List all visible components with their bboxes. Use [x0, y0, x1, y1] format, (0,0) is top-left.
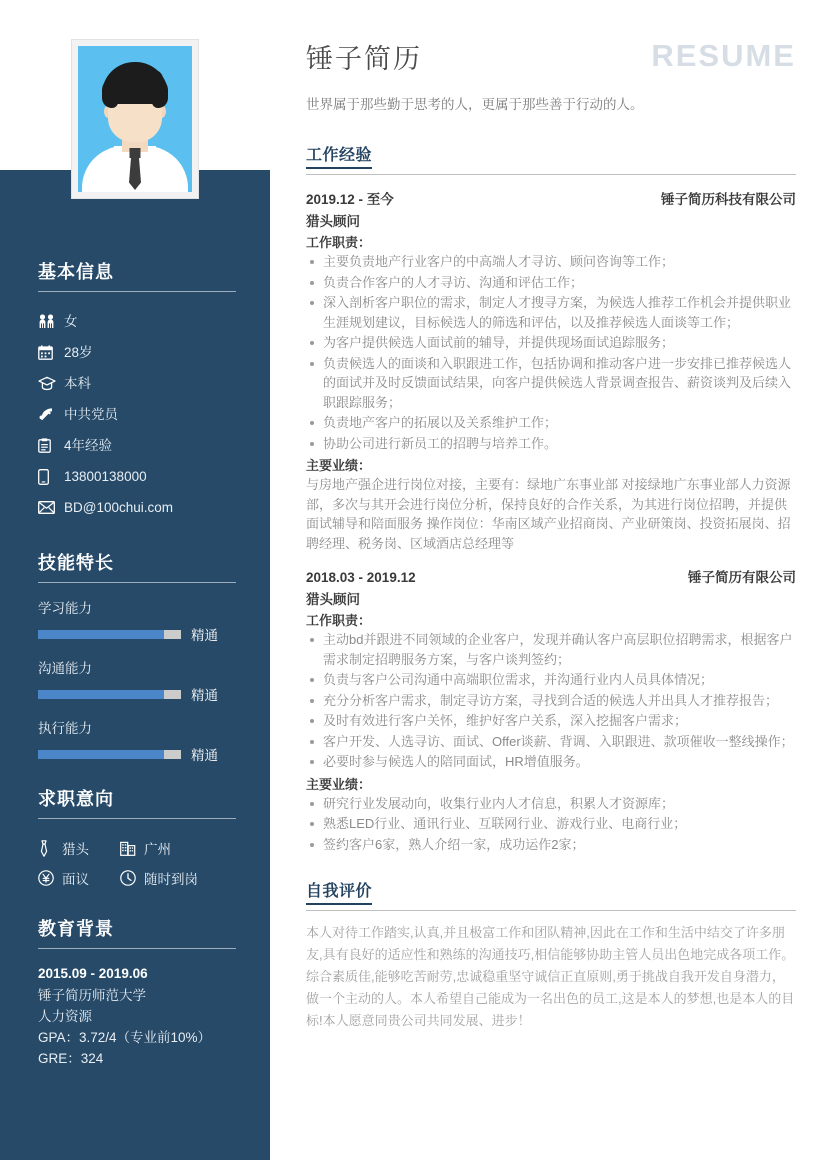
info-value: 28岁 — [64, 344, 93, 360]
job-achievement-text: 与房地产强企进行岗位对接，主要有：绿地广东事业部 对接绿地广东事业部人力资源部，多次与其开会进行岗位分析，保持良好的合作关系，为其进行岗位招聘，并提供面试辅导和陪面服务 操作岗位：华南区域产业招商岗、产业研策岗、投资拓展岗、招聘经理、税务岗、区域酒店总经理等 — [306, 477, 791, 551]
divider — [38, 818, 236, 819]
info-item-phone — [38, 461, 236, 492]
skill-level: 精通 — [191, 748, 218, 763]
education-date: 2015.09 - 2019.06 — [38, 966, 148, 981]
divider — [306, 174, 796, 175]
job-duty-list — [306, 252, 796, 453]
list-item: 主动bd并跟进不同领域的企业客户，发现并确认客户高层职位招聘需求，根据客户需求制定招聘服务方案，与客户谈判签约； — [306, 630, 796, 669]
job-date: 2019.12 - 至今 — [306, 192, 394, 207]
work-experience-section — [306, 142, 796, 854]
list-item: 客户开发、人选寻访、面试、Offer谈薪、背调、入职跟进、款项催收一整线操作； — [306, 732, 796, 752]
list-item: 为客户提供候选人面试前的辅导，并提供现场面试追踪服务； — [306, 333, 796, 353]
skill-bar-fill — [38, 750, 164, 759]
education-school: 锤子简历师范大学 — [38, 988, 146, 1003]
skill-bar — [38, 690, 181, 699]
job-title: 猎头顾问 — [306, 592, 360, 607]
education-section — [38, 915, 236, 1069]
clock-icon — [120, 870, 144, 886]
info-item-experience — [38, 430, 236, 461]
motto-text: 世界属于那些勤于思考的人，更属于那些善于行动的人。 — [306, 97, 644, 112]
skill-item — [38, 597, 236, 644]
intent-value: 随时到岗 — [144, 872, 198, 887]
list-item: 负责地产客户的拓展以及关系维护工作； — [306, 413, 796, 433]
info-item-education — [38, 368, 236, 399]
info-item-email — [38, 492, 236, 523]
building-icon — [120, 840, 144, 856]
job-entry — [306, 188, 796, 553]
education-major: 人力资源 — [38, 1009, 92, 1024]
list-item: 负责与客户公司沟通中高端职位需求，并沟通行业内人员具体情况； — [306, 670, 796, 690]
skill-name: 学习能力 — [38, 601, 92, 616]
job-intention-heading: 求职意向 — [38, 789, 114, 809]
education-gre: GRE：324 — [38, 1051, 104, 1066]
skills-heading: 技能特长 — [38, 553, 114, 573]
job-achievement-label: 主要业绩： — [306, 458, 372, 473]
self-evaluation-section — [306, 878, 796, 1032]
info-value: 中共党员 — [64, 406, 118, 422]
profile-photo — [72, 40, 198, 198]
clipboard-icon — [38, 438, 64, 453]
avatar — [78, 46, 192, 192]
intent-value: 面议 — [62, 872, 89, 887]
skill-name: 执行能力 — [38, 721, 92, 736]
resume-watermark: RESUME — [651, 38, 796, 73]
basic-info-section — [38, 258, 236, 523]
divider — [38, 582, 236, 583]
job-duty-list — [306, 630, 796, 772]
info-item-age — [38, 337, 236, 368]
skill-level: 精通 — [191, 628, 218, 643]
envelope-icon — [38, 501, 64, 514]
education-gpa: GPA：3.72/4（专业前10%） — [38, 1030, 212, 1045]
divider — [306, 910, 796, 911]
graduation-cap-icon — [38, 376, 64, 391]
education-heading: 教育背景 — [38, 919, 114, 939]
hammer-sickle-icon — [38, 407, 64, 422]
divider — [38, 948, 236, 949]
work-experience-heading: 工作经验 — [306, 142, 372, 169]
list-item: 及时有效进行客户关怀，维护好客户关系，深入挖掘客户需求； — [306, 711, 796, 731]
list-item: 熟悉LED行业、通讯行业、互联网行业、游戏行业、电商行业； — [306, 814, 796, 834]
self-evaluation-text: 本人对待工作踏实,认真,并且极富工作和团队精神,因此在工作和生活中结交了许多朋友,具有良好的适应性和熟练的沟通技巧,相信能够协助主管人员出色地完成各项工作。综合素质佳,能够吃苦耐劳,忠诚稳重坚守诚信正直原则,勇于挑战自我开发自身潜力，做一个主动的人。本人希望自己能成为一名出色的员工,这是本人的梦想,也是本人的目标!本人愿意同贵公司共同发展、进步！ — [306, 925, 795, 1028]
job-duty-label: 工作职责： — [306, 613, 372, 628]
list-item: 研究行业发展动向，收集行业内人才信息，积累人才资源库； — [306, 794, 796, 814]
list-item: 深入剖析客户职位的需求，制定人才搜寻方案，为候选人推荐工作机会并提供职业生涯规划建议，目标候选人的筛选和评估，以及推荐候选人面谈等工作； — [306, 293, 796, 332]
skill-item — [38, 717, 236, 764]
list-item: 签约客户6家，熟人介绍一家，成功运作2家； — [306, 835, 796, 855]
yen-circle-icon — [38, 870, 62, 886]
self-evaluation-heading: 自我评价 — [306, 878, 372, 905]
info-item-political-status — [38, 399, 236, 430]
skills-section — [38, 549, 236, 764]
basic-info-heading: 基本信息 — [38, 262, 114, 282]
job-achievement-list — [306, 794, 796, 855]
list-item: 负责候选人的面谈和入职跟进工作，包括协调和推动客户进一步安排已推荐候选人的面试并及时反馈面试结果，向客户提供候选人背景调查报告、薪资谈判及后续入职跟踪服务； — [306, 354, 796, 413]
skill-level: 精通 — [191, 688, 218, 703]
info-value: 女 — [64, 313, 78, 329]
job-title: 猎头顾问 — [306, 214, 360, 229]
necktie-icon — [38, 840, 62, 857]
info-value: 本科 — [64, 375, 91, 391]
intent-item-salary — [38, 868, 120, 888]
info-item-gender — [38, 306, 236, 337]
job-company: 锤子简历科技有限公司 — [661, 192, 796, 207]
divider — [38, 291, 236, 292]
phone-icon — [38, 469, 64, 485]
intent-value: 广州 — [144, 842, 171, 857]
sidebar-content — [0, 170, 270, 1160]
job-duty-label: 工作职责： — [306, 235, 372, 250]
skill-bar-fill — [38, 630, 164, 639]
list-item: 必要时参与候选人的陪同面试，HR增值服务。 — [306, 752, 796, 772]
job-achievement-label: 主要业绩： — [306, 776, 372, 792]
list-item: 协助公司进行新员工的招聘与培养工作。 — [306, 434, 796, 454]
skill-bar — [38, 750, 181, 759]
info-value: BD@100chui.com — [64, 499, 174, 515]
job-entry — [306, 566, 796, 854]
info-value: 13800138000 — [64, 468, 147, 484]
calendar-icon — [38, 345, 64, 360]
intent-item-city — [120, 838, 171, 858]
resume-header — [306, 0, 796, 115]
list-item: 主要负责地产行业客户的中高端人才寻访、顾问咨询等工作； — [306, 252, 796, 272]
intent-item-availability — [120, 868, 198, 888]
list-item: 负责合作客户的人才寻访、沟通和评估工作； — [306, 273, 796, 293]
job-date: 2018.03 - 2019.12 — [306, 570, 416, 585]
intent-item-position — [38, 838, 120, 858]
job-intention-section — [38, 785, 236, 893]
page-title: 锤子简历 — [306, 44, 422, 74]
info-value: 4年经验 — [64, 437, 113, 453]
skill-bar-fill — [38, 690, 164, 699]
main-content — [306, 0, 796, 1032]
intent-value: 猎头 — [62, 842, 89, 857]
skill-name: 沟通能力 — [38, 661, 92, 676]
list-item: 充分分析客户需求，制定寻访方案，寻找到合适的候选人并出具人才推荐报告； — [306, 691, 796, 711]
skill-bar — [38, 630, 181, 639]
gender-icon — [38, 314, 64, 329]
skill-item — [38, 657, 236, 704]
job-company: 锤子简历有限公司 — [688, 570, 796, 585]
